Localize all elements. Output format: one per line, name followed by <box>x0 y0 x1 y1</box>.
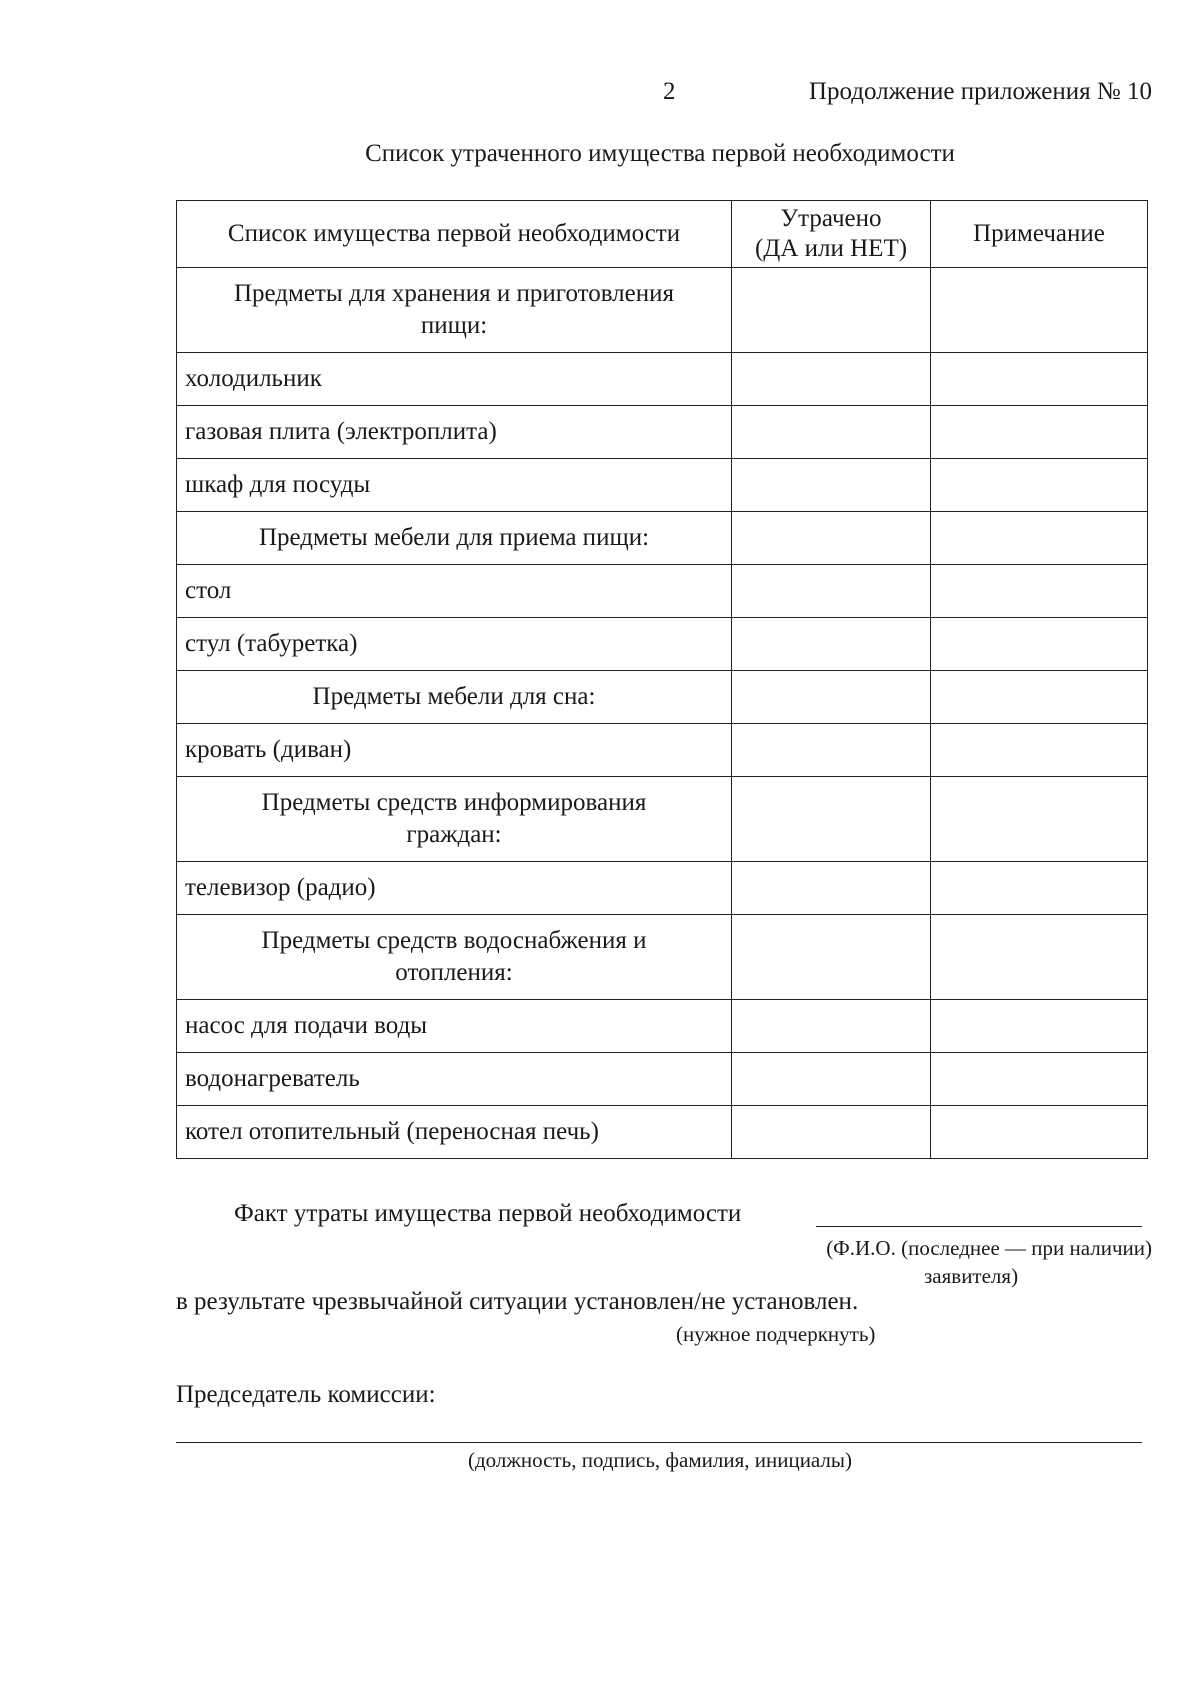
item-label: котел отопительный (переносная печь) <box>177 1106 732 1159</box>
appendix-continuation-label: Продолжение приложения № 10 <box>808 78 1152 105</box>
lost-cell[interactable] <box>732 1106 931 1159</box>
header-item: Список имущества первой необходимости <box>177 201 732 268</box>
note-cell[interactable] <box>931 353 1148 406</box>
category-label <box>177 671 732 724</box>
applicant-name-hint-cont: заявителя) <box>924 1264 1019 1288</box>
category-row <box>177 671 1148 724</box>
note-cell[interactable] <box>931 512 1148 565</box>
table-row <box>177 1000 1148 1053</box>
table-row <box>177 459 1148 512</box>
note-cell[interactable] <box>931 862 1148 915</box>
item-label: холодильник <box>177 353 732 406</box>
lost-cell[interactable] <box>732 406 931 459</box>
lost-cell[interactable] <box>732 671 931 724</box>
note-cell[interactable] <box>931 915 1148 1000</box>
note-cell[interactable] <box>931 565 1148 618</box>
note-cell[interactable] <box>931 777 1148 862</box>
item-label: стол <box>177 565 732 618</box>
category-row <box>177 512 1148 565</box>
note-cell[interactable] <box>931 459 1148 512</box>
header-note: Примечание <box>931 201 1148 268</box>
category-label-line1: Предметы мебели для приема пищи: <box>258 524 650 551</box>
table-row <box>177 353 1148 406</box>
category-row <box>177 268 1148 353</box>
loss-fact-text: Факт утраты имущества первой необходимости <box>234 1200 742 1227</box>
category-label <box>177 512 732 565</box>
lost-cell[interactable] <box>732 1000 931 1053</box>
item-label: водонагреватель <box>177 1053 732 1106</box>
underline-hint: (нужное подчеркнуть) <box>676 1322 876 1346</box>
chairman-signature-field[interactable] <box>176 1442 1142 1443</box>
lost-cell[interactable] <box>732 777 931 862</box>
category-label-line2: граждан: <box>406 821 502 848</box>
applicant-name-hint: (Ф.И.О. (последнее — при наличии) <box>826 1236 1152 1260</box>
table-header-row <box>177 201 1148 268</box>
category-label <box>177 268 732 353</box>
lost-cell[interactable] <box>732 459 931 512</box>
category-label <box>177 777 732 862</box>
item-label: шкаф для посуды <box>177 459 732 512</box>
category-label-line1: Предметы мебели для сна: <box>312 683 596 710</box>
table-row <box>177 406 1148 459</box>
category-row <box>177 777 1148 862</box>
emergency-result-text: в результате чрезвычайной ситуации установлен/не установлен. <box>176 1288 859 1315</box>
category-label-line2: пищи: <box>420 312 488 339</box>
table-row <box>177 618 1148 671</box>
category-label-line1: Предметы средств водоснабжения и <box>261 927 647 954</box>
note-cell[interactable] <box>931 1053 1148 1106</box>
lost-cell[interactable] <box>732 353 931 406</box>
lost-cell[interactable] <box>732 724 931 777</box>
note-cell[interactable] <box>931 724 1148 777</box>
page-number: 2 <box>663 78 676 105</box>
lost-cell[interactable] <box>732 915 931 1000</box>
applicant-name-field[interactable] <box>816 1226 1142 1227</box>
lost-cell[interactable] <box>732 512 931 565</box>
note-cell[interactable] <box>931 618 1148 671</box>
table-row <box>177 862 1148 915</box>
category-label-line1: Предметы средств информирования <box>261 789 647 816</box>
item-label: кровать (диван) <box>177 724 732 777</box>
lost-cell[interactable] <box>732 565 931 618</box>
note-cell[interactable] <box>931 406 1148 459</box>
item-label: стул (табуретка) <box>177 618 732 671</box>
category-row <box>177 915 1148 1000</box>
header-lost-line2: (ДА или НЕТ) <box>754 235 908 262</box>
document-title: Список утраченного имущества первой необходимости <box>365 140 955 167</box>
header-lost <box>732 201 931 268</box>
note-cell[interactable] <box>931 268 1148 353</box>
commission-chairman-label: Председатель комиссии: <box>176 1381 436 1408</box>
note-cell[interactable] <box>931 671 1148 724</box>
item-label: газовая плита (электроплита) <box>177 406 732 459</box>
category-label <box>177 915 732 1000</box>
table-row <box>177 1053 1148 1106</box>
table-row <box>177 1106 1148 1159</box>
lost-cell[interactable] <box>732 618 931 671</box>
note-cell[interactable] <box>931 1000 1148 1053</box>
category-label-line1: Предметы для хранения и приготовления <box>233 280 675 307</box>
signature-hint: (должность, подпись, фамилия, инициалы) <box>467 1448 853 1472</box>
lost-cell[interactable] <box>732 268 931 353</box>
header-lost-line1: Утрачено <box>780 205 882 232</box>
table-row <box>177 724 1148 777</box>
lost-cell[interactable] <box>732 1053 931 1106</box>
lost-cell[interactable] <box>732 862 931 915</box>
property-list-table <box>176 200 1148 1159</box>
note-cell[interactable] <box>931 1106 1148 1159</box>
item-label: телевизор (радио) <box>177 862 732 915</box>
item-label: насос для подачи воды <box>177 1000 732 1053</box>
category-label-line2: отопления: <box>395 959 513 986</box>
table-row <box>177 565 1148 618</box>
